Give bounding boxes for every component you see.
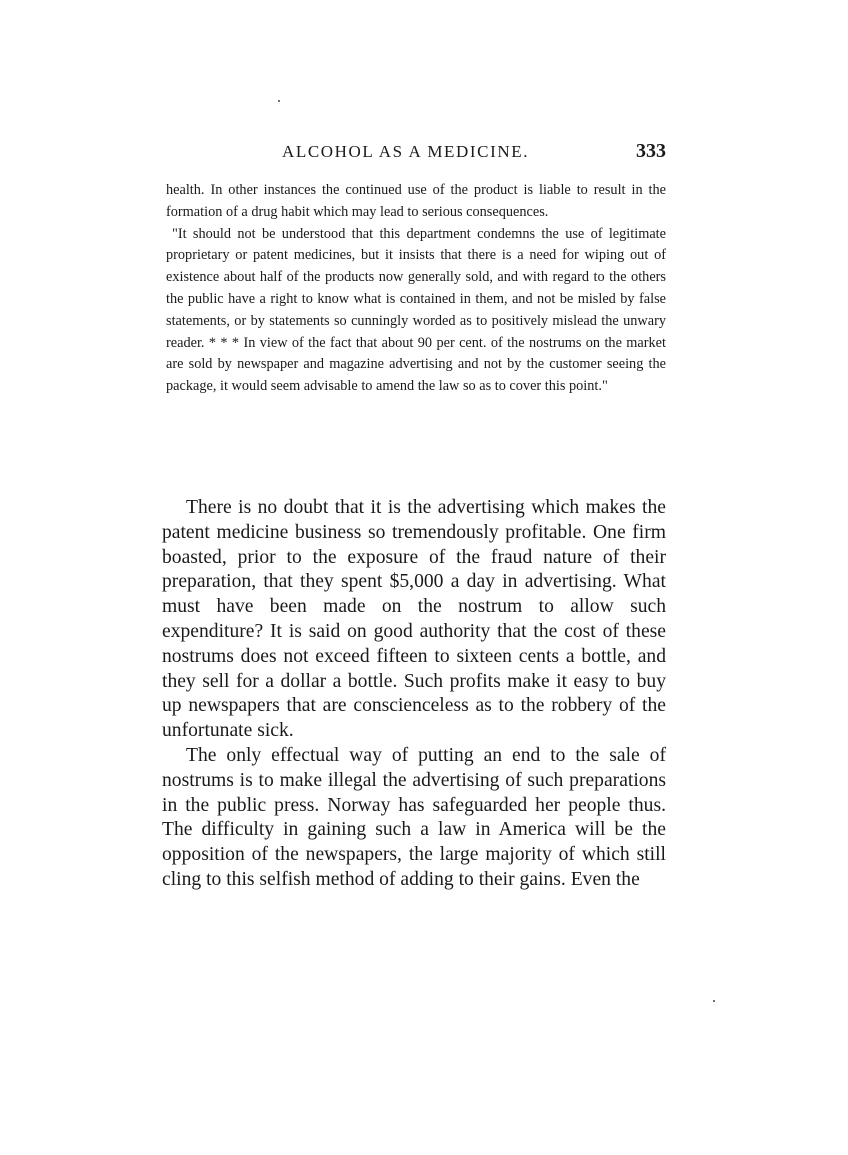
quote-paragraph: health. In other instances the continued use of the product is liable to result in the formation of a drug habit which may lead to serious consequences. <box>166 182 666 220</box>
print-speck <box>278 100 280 102</box>
running-title: ALCOHOL AS A MEDICINE. <box>282 142 530 161</box>
body-paragraph: There is no doubt that it is the advertising which makes the patent medicine business so tremendously profitable. One firm boasted, prior to the exposure of the fraud nature of their preparation, that they spent $5,000 a day in advertising. What must have been made on the nostrum to allow such expenditure? It is said on good authority that the cost of these nostrums does not exceed fifteen to sixteen cents a bottle, and they sell for a dollar a bottle. Such profits make it easy to buy up newspapers that are conscienceless as to the robbery of the unfortunate sick. <box>162 497 666 742</box>
body-text <box>162 496 666 893</box>
body-paragraph: The only effectual way of putting an end to the sale of nostrums is to make illegal the advertising of such preparations in the public press. Norway has safeguarded her people thus. The difficulty in gaining such a law in America will be the opposition of the newspapers, the large majority of which still cling to this selfish method of adding to their gains. Even the <box>162 744 666 890</box>
running-head <box>166 140 666 168</box>
print-speck <box>713 1000 715 1002</box>
quote-paragraph: "It should not be understood that this department condemns the use of legitimate proprietary or patent medicines, but it insists that there is a need for wiping out of existence about half of the products now generally sold, and with regard to the others the public have a right to know what is contained in them, and not be misled by false statements, or by statements so cunningly worded as to positively mislead the unwary reader. * * * In view of the fact that about 90 per cent. of the nostrums on the market are sold by newspaper and magazine advertising and not by the customer seeing the package, it would seem advisable to amend the law so as to cover this point." <box>166 225 666 395</box>
quoted-passage <box>166 180 666 398</box>
page-number: 333 <box>636 140 666 162</box>
